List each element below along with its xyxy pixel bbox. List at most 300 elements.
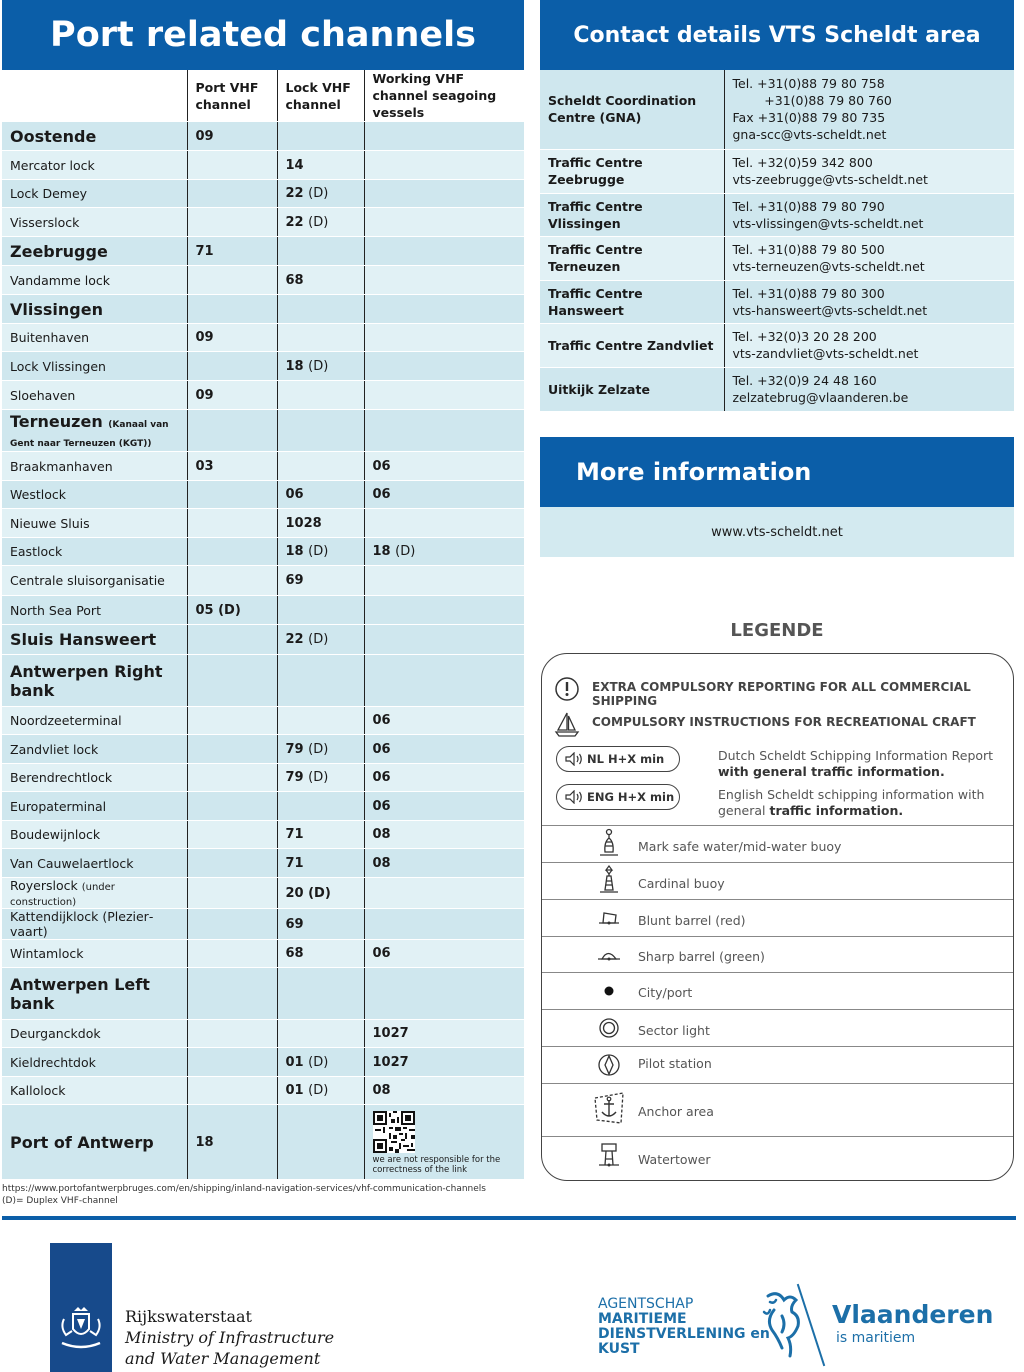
amdk-line-2: MARITIEME	[598, 1311, 687, 1327]
nl-report-desc-1: Dutch Scheldt Schipping Information Report	[718, 748, 994, 763]
lock-vhf-cell	[277, 655, 364, 707]
lock-vhf-cell	[277, 821, 364, 849]
lock-channel: 71	[285, 855, 304, 871]
lock-channel: 01	[285, 1054, 304, 1070]
channel-location	[2, 735, 187, 764]
location-name: Nieuwe Sluis	[10, 515, 90, 531]
lock-vhf-cell	[277, 1020, 364, 1048]
exclamation-icon	[554, 676, 580, 702]
lock-vhf-cell	[277, 352, 364, 381]
lock-duplex: (D)	[308, 1083, 329, 1098]
location-name: Van Cauwelaertlock	[10, 855, 134, 871]
lock-duplex: (D)	[308, 544, 329, 559]
amdk-line-4: KUST	[598, 1341, 640, 1357]
channel-row	[2, 295, 524, 324]
flemish-lion-icon	[760, 1290, 806, 1362]
channel-location	[2, 481, 187, 509]
location-name: Mercator lock	[10, 157, 95, 173]
contact-location: Scheldt Coordination Centre (GNA)	[540, 70, 724, 149]
page-title: Port related channels	[2, 0, 524, 70]
contact-line: Tel. +31(0)88 79 80 790	[732, 198, 885, 214]
cardinal-buoy-icon	[594, 865, 624, 895]
channel-location	[2, 878, 187, 909]
channel-row	[2, 909, 524, 940]
port-vhf-cell	[187, 452, 277, 481]
channel-row	[2, 968, 524, 1020]
port-vhf-cell	[187, 1077, 277, 1105]
location-name: Kattendijklock (Pleziervaart)	[10, 909, 154, 939]
channel-row	[2, 625, 524, 655]
channel-row	[2, 352, 524, 381]
legend-box	[541, 653, 1014, 1181]
contact-info	[724, 193, 1014, 236]
lock-duplex: (D)	[308, 770, 329, 785]
lock-vhf-cell	[277, 1048, 364, 1077]
port-vhf-cell	[187, 625, 277, 655]
working-vhf-cell	[364, 707, 524, 735]
location-name: Visserslock	[10, 214, 80, 230]
lock-vhf-cell	[277, 735, 364, 764]
website-link[interactable]: www.vts-scheldt.net	[540, 507, 1014, 557]
channel-row	[2, 764, 524, 792]
channels-table	[2, 70, 524, 1180]
amdk-logo-text	[598, 1297, 770, 1357]
location-name: Westlock	[10, 487, 66, 502]
port-vhf-cell	[187, 849, 277, 878]
legend-item-label: Mark safe water/mid-water buoy	[638, 839, 842, 854]
channel-row	[2, 878, 524, 909]
channel-location	[2, 1105, 187, 1180]
working-channel: 08	[372, 855, 391, 871]
working-vhf-cell	[364, 909, 524, 940]
contact-line[interactable]: vts-hansweert@vts-scheldt.net	[732, 302, 928, 318]
lock-duplex: (D)	[308, 1054, 329, 1070]
channel-location	[2, 122, 187, 151]
location-name: Antwerpen Left bank	[10, 974, 150, 1013]
working-vhf-cell	[364, 509, 524, 538]
channel-location	[2, 509, 187, 538]
contact-line[interactable]: vts-vlissingen@vts-scheldt.net	[732, 215, 924, 231]
location-name: Lock Vlissingen	[10, 358, 106, 374]
rws-line-3: and Water Management	[125, 1349, 321, 1368]
channel-row	[2, 1105, 524, 1180]
working-vhf-cell	[364, 266, 524, 295]
channel-location	[2, 295, 187, 324]
channel-row	[2, 707, 524, 735]
port-vhf-cell	[187, 324, 277, 352]
port-vhf-cell	[187, 968, 277, 1020]
port-vhf-cell	[187, 352, 277, 381]
port-vhf-cell	[187, 940, 277, 968]
eng-report-desc-2b: traffic information.	[769, 803, 904, 818]
lock-channel: 71	[285, 827, 304, 842]
location-name: Oostende	[10, 126, 97, 146]
channel-location	[2, 1077, 187, 1105]
working-vhf-cell	[364, 940, 524, 968]
lock-vhf-cell	[277, 151, 364, 180]
lock-channel: 18	[285, 358, 304, 374]
location-name: North Sea Port	[10, 602, 101, 618]
contact-location: Traffic Centre Terneuzen	[540, 236, 724, 280]
working-channel: 06	[372, 741, 391, 757]
channel-location	[2, 566, 187, 596]
port-vhf-cell	[187, 878, 277, 909]
channel-location	[2, 237, 187, 266]
working-channel: 08	[372, 827, 391, 842]
working-vhf-cell	[364, 481, 524, 509]
channel-location	[2, 821, 187, 849]
port-vhf-cell	[187, 909, 277, 940]
lock-vhf-cell	[277, 849, 364, 878]
working-vhf-cell	[364, 410, 524, 452]
lock-vhf-cell	[277, 410, 364, 452]
port-vhf-cell	[187, 509, 277, 538]
working-vhf-cell	[364, 655, 524, 707]
channel-row	[2, 1077, 524, 1105]
channel-row	[2, 509, 524, 538]
safe-water-buoy-icon	[594, 828, 624, 858]
qr-code-icon[interactable]	[373, 1111, 415, 1153]
watertower-icon	[594, 1141, 624, 1171]
port-vhf-cell	[187, 381, 277, 410]
channel-location	[2, 1048, 187, 1077]
channel-row	[2, 538, 524, 566]
port-vhf-cell	[187, 151, 277, 180]
lock-vhf-cell	[277, 180, 364, 208]
contact-line[interactable]: zelzatebrug@vlaanderen.be	[732, 390, 909, 405]
working-channel: 1027	[372, 1026, 409, 1041]
lock-vhf-cell	[277, 122, 364, 151]
working-vhf-cell	[364, 764, 524, 792]
eng-report-desc-1: English Scheldt schipping information with	[718, 787, 985, 802]
location-name: Terneuzen	[10, 411, 103, 431]
location-name: Kallolock	[10, 1083, 66, 1098]
channel-row	[2, 180, 524, 208]
port-vhf-cell	[187, 538, 277, 566]
port-vhf-cell	[187, 1048, 277, 1077]
footer-divider	[2, 1216, 1016, 1220]
qr-disclaimer: we are not responsible for the correctness of the link	[372, 1155, 501, 1175]
rws-line-2: Ministry of Infrastructure	[125, 1328, 335, 1347]
lock-channel: 22	[285, 186, 304, 201]
channel-row	[2, 655, 524, 707]
location-note: (under construction)	[10, 882, 115, 908]
sector-light-icon	[594, 1013, 624, 1043]
location-name: Europaterminal	[10, 798, 107, 814]
contact-line[interactable]: vts-terneuzen@vts-scheldt.net	[732, 259, 925, 274]
working-channel: 06	[372, 713, 391, 728]
legend-reporting-text: EXTRA COMPULSORY REPORTING FOR ALL COMMERCIAL SHIPPING	[592, 680, 971, 708]
city-port-dot-icon	[594, 976, 624, 1006]
column-header-port-vhf: Port VHF channel	[187, 70, 277, 122]
channel-row	[2, 237, 524, 266]
contacts-title: Contact details VTS Scheldt area	[540, 0, 1014, 70]
legend-item	[542, 825, 1013, 862]
contact-row	[540, 70, 1014, 149]
eng-report-pill	[556, 784, 680, 810]
location-name: Sloehaven	[10, 387, 76, 403]
legend-item-label: Watertower	[638, 1152, 711, 1167]
speaker-icon	[565, 752, 583, 766]
channel-row	[2, 792, 524, 821]
port-vhf-cell	[187, 266, 277, 295]
location-name: Braakmanhaven	[10, 458, 113, 474]
channel-row	[2, 452, 524, 481]
contact-row	[540, 193, 1014, 236]
sailboat-icon	[554, 711, 580, 737]
contact-location: Uitkijk Zelzate	[540, 367, 724, 411]
location-name: Wintamlock	[10, 946, 84, 961]
channel-row	[2, 266, 524, 295]
channel-location	[2, 324, 187, 352]
working-channel: 08	[372, 1083, 391, 1098]
channel-row	[2, 324, 524, 352]
channel-location	[2, 655, 187, 707]
location-name: Lock Demey	[10, 186, 88, 201]
working-channel: 18	[372, 544, 391, 559]
location-name: Noordzeeterminal	[10, 713, 122, 728]
working-vhf-cell	[364, 180, 524, 208]
port-vhf-cell	[187, 821, 277, 849]
location-name: Deurganckdok	[10, 1026, 101, 1041]
contact-row	[540, 367, 1014, 411]
contact-line: Tel. +31(0)88 79 80 300	[732, 285, 885, 301]
dutch-coat-of-arms-icon	[54, 1305, 108, 1353]
lock-vhf-cell	[277, 940, 364, 968]
working-vhf-cell	[364, 1020, 524, 1048]
lock-duplex: (D)	[308, 358, 329, 374]
contacts-table	[540, 70, 1014, 412]
location-name: Zandvliet lock	[10, 741, 99, 757]
channel-location	[2, 410, 187, 452]
column-header-lock-vhf: Lock VHF channel	[277, 70, 364, 122]
contact-info	[724, 323, 1014, 367]
column-header-working-vhf: Working VHF channel seagoing vessels	[364, 70, 524, 122]
port-vhf-cell	[187, 792, 277, 821]
legend-item	[542, 1046, 1013, 1083]
contact-row	[540, 323, 1014, 367]
more-info-title: More information	[540, 437, 1014, 507]
port-vhf-cell	[187, 707, 277, 735]
working-vhf-cell	[364, 122, 524, 151]
nl-report-desc	[718, 748, 993, 780]
working-channel: 06	[372, 946, 391, 961]
working-vhf-cell	[364, 566, 524, 596]
contact-location: Traffic Centre Hansweert	[540, 280, 724, 323]
working-vhf-cell	[364, 625, 524, 655]
channel-location	[2, 792, 187, 821]
legend-item	[542, 899, 1013, 936]
location-name: Port of Antwerp	[10, 1132, 154, 1152]
channel-row	[2, 1048, 524, 1077]
working-vhf-cell	[364, 735, 524, 764]
working-vhf-cell	[364, 849, 524, 878]
lock-channel: 79	[285, 770, 304, 785]
port-channel: 09	[195, 330, 214, 345]
working-channel: 06	[372, 798, 391, 814]
legend-item-label: Sharp barrel (green)	[638, 949, 765, 964]
contact-info	[724, 367, 1014, 411]
channel-location	[2, 381, 187, 410]
lock-channel: 79	[285, 741, 304, 757]
lock-channel: 68	[285, 272, 304, 288]
working-vhf-cell	[364, 237, 524, 266]
lock-vhf-cell	[277, 596, 364, 625]
rws-line-1: Rijkswaterstaat	[125, 1307, 252, 1326]
port-vhf-cell	[187, 208, 277, 237]
contact-line[interactable]: vts-zeebrugge@vts-scheldt.net	[732, 172, 928, 187]
working-duplex: (D)	[395, 544, 416, 559]
location-name: Eastlock	[10, 544, 63, 559]
contact-line: Fax +31(0)88 79 80 735	[732, 110, 886, 126]
eng-report-desc	[718, 787, 984, 819]
legend-item-label: Blunt barrel (red)	[638, 913, 746, 928]
lock-channel: 22	[285, 214, 304, 230]
lock-vhf-cell	[277, 968, 364, 1020]
channel-row	[2, 596, 524, 625]
contact-info	[724, 280, 1014, 323]
contact-line: Tel. +32(0)9 24 48 160	[732, 373, 877, 388]
lock-vhf-cell	[277, 1105, 364, 1180]
speaker-icon	[565, 790, 583, 804]
port-vhf-cell	[187, 1105, 277, 1180]
legend-item-label: Anchor area	[638, 1104, 714, 1119]
channel-row	[2, 566, 524, 596]
column-header-location	[2, 70, 187, 122]
channel-location	[2, 968, 187, 1020]
location-name: Vandamme lock	[10, 272, 111, 288]
contact-location: Traffic Centre Zandvliet	[540, 323, 724, 367]
sharp-barrel-icon	[594, 940, 624, 970]
lock-channel: 18	[285, 544, 304, 559]
contact-line: Tel. +31(0)88 79 80 758	[732, 76, 885, 92]
anchor-area-icon	[592, 1090, 626, 1126]
location-name: Kieldrechtdok	[10, 1054, 96, 1070]
lock-vhf-cell	[277, 625, 364, 655]
port-channel: 18	[195, 1134, 214, 1150]
footnote-url[interactable]: https://www.portofantwerpbruges.com/en/shipping/inland-navigation-services/vhf-communication-channels	[2, 1184, 486, 1194]
footnote-duplex: (D)= Duplex VHF-channel	[2, 1196, 118, 1206]
working-vhf-cell	[364, 381, 524, 410]
lock-vhf-cell	[277, 452, 364, 481]
legend-item-label: City/port	[638, 985, 693, 1000]
lock-vhf-cell	[277, 381, 364, 410]
channel-row	[2, 1020, 524, 1048]
lock-channel: 69	[285, 573, 304, 588]
contact-info	[724, 236, 1014, 280]
amdk-line-1: AGENTSCHAP	[598, 1296, 694, 1312]
contact-line[interactable]: gna-scc@vts-scheldt.net	[732, 127, 887, 143]
port-vhf-cell	[187, 566, 277, 596]
channel-row	[2, 940, 524, 968]
port-vhf-cell	[187, 122, 277, 151]
location-name: Antwerpen Right bank	[10, 661, 163, 700]
lock-vhf-cell	[277, 1077, 364, 1105]
port-vhf-cell	[187, 1020, 277, 1048]
channel-location	[2, 452, 187, 481]
lock-channel: 1028	[285, 515, 322, 531]
channel-row	[2, 381, 524, 410]
lock-vhf-cell	[277, 481, 364, 509]
location-name: Boudewijnlock	[10, 827, 101, 842]
port-channel: 71	[195, 243, 214, 259]
lock-duplex: (D)	[308, 632, 329, 647]
port-vhf-cell	[187, 481, 277, 509]
legend-title: LEGENDE	[730, 620, 824, 641]
legend-item-label: Pilot station	[638, 1056, 712, 1071]
channel-location	[2, 707, 187, 735]
channel-location	[2, 1020, 187, 1048]
channel-location	[2, 208, 187, 237]
contact-line: Tel. +32(0)3 20 28 200	[732, 329, 877, 344]
working-channel: 06	[372, 770, 391, 785]
port-channel: 09	[195, 387, 214, 403]
location-name: Royerslock	[10, 878, 78, 893]
legend-item	[542, 1009, 1013, 1046]
contact-row	[540, 236, 1014, 280]
location-name: Vlissingen	[10, 299, 103, 319]
working-vhf-cell	[364, 324, 524, 352]
channel-location	[2, 266, 187, 295]
lock-vhf-cell	[277, 237, 364, 266]
lock-vhf-cell	[277, 324, 364, 352]
contact-info	[724, 70, 1014, 149]
lock-channel: 68	[285, 946, 304, 961]
channel-row	[2, 410, 524, 452]
lock-channel: 14	[285, 157, 304, 173]
location-name: Centrale sluisorganisatie	[10, 573, 165, 588]
contact-row	[540, 149, 1014, 193]
port-vhf-cell	[187, 596, 277, 625]
lock-vhf-cell	[277, 878, 364, 909]
contact-row	[540, 280, 1014, 323]
working-vhf-cell	[364, 1105, 524, 1180]
contact-line[interactable]: vts-zandvliet@vts-scheldt.net	[732, 346, 919, 361]
legend-item	[542, 1083, 1013, 1136]
port-vhf-cell	[187, 764, 277, 792]
channel-location	[2, 180, 187, 208]
lock-vhf-cell	[277, 208, 364, 237]
channel-location	[2, 151, 187, 180]
lock-channel: 06	[285, 487, 304, 502]
legend-recreational-text: COMPULSORY INSTRUCTIONS FOR RECREATIONAL CRAFT	[592, 715, 976, 729]
working-vhf-cell	[364, 452, 524, 481]
working-vhf-cell	[364, 352, 524, 381]
lock-vhf-cell	[277, 764, 364, 792]
lock-vhf-cell	[277, 266, 364, 295]
legend-item-label: Sector light	[638, 1023, 710, 1038]
nl-report-pill	[556, 746, 680, 772]
footnote	[2, 1183, 486, 1207]
port-vhf-cell	[187, 295, 277, 324]
port-channel: 05 (D)	[195, 602, 241, 618]
pilot-station-icon	[594, 1050, 624, 1080]
rijkswaterstaat-text	[125, 1306, 334, 1369]
legend-item-label: Cardinal buoy	[638, 876, 725, 891]
port-channel: 09	[195, 128, 214, 144]
lock-vhf-cell	[277, 792, 364, 821]
working-vhf-cell	[364, 1077, 524, 1105]
channel-location	[2, 352, 187, 381]
lock-channel: 22	[285, 632, 304, 647]
location-name: Berendrechtlock	[10, 770, 113, 785]
location-name: Sluis Hansweert	[10, 630, 157, 649]
working-vhf-cell	[364, 295, 524, 324]
nl-report-desc-2: with general traffic information.	[718, 764, 945, 779]
legend-item	[542, 972, 1013, 1009]
lock-vhf-cell	[277, 538, 364, 566]
lock-duplex: (D)	[308, 741, 329, 757]
